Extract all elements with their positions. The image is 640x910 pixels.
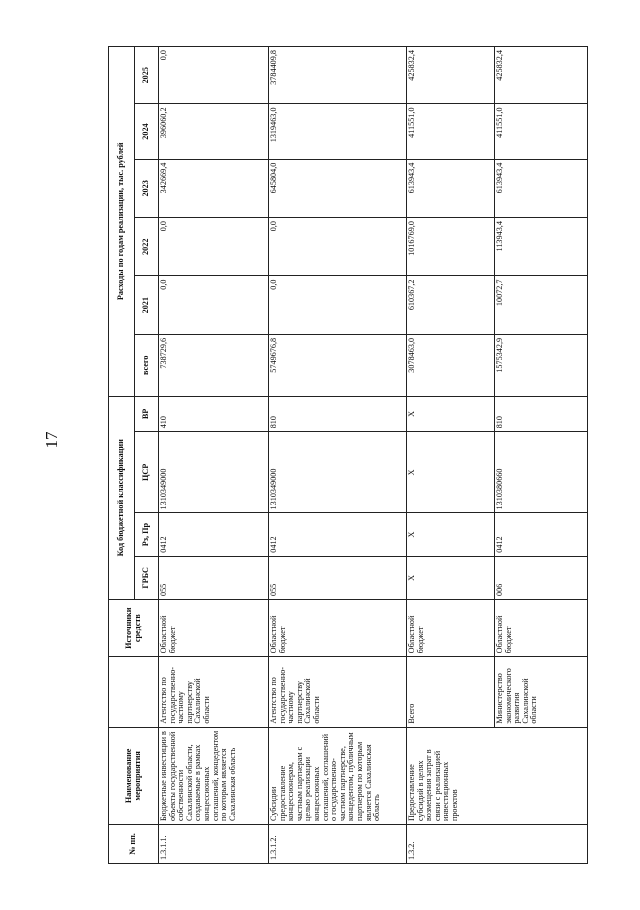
header-2025: 2025 xyxy=(135,47,159,104)
row-rzpr: 0412 xyxy=(159,513,269,556)
row-2022: 0,0 xyxy=(159,218,269,276)
row-2021: 0,0 xyxy=(159,276,269,334)
row-source: Областной бюджет xyxy=(407,600,495,657)
row-vr: 810 xyxy=(269,396,407,432)
header-budget-code: Код бюджетной классификации xyxy=(109,396,135,599)
row-rzpr: Х xyxy=(407,513,495,556)
row-2023: 645804,0 xyxy=(269,159,407,217)
row-name: Субсидии предоставление концессионерам, частным партнерам с целью реализации концессионных соглашений, соглашений о государственно-частном партнерстве, концедентом, публичным партнером по которым является Сахалинская область xyxy=(269,727,407,824)
row-2024: 396060,2 xyxy=(159,104,269,159)
budget-table-sheet xyxy=(108,46,587,864)
row-2025: 0,0 xyxy=(159,47,269,104)
row-executor: Агентство по государственно-частному партнерству Сахалинской области xyxy=(159,657,269,727)
row-name: Бюджетные инвестиции в объекты государственной собственности Сахалинской области, создаваемые в рамках концессионных соглашений, концедентом по которым является Сахалинская область xyxy=(159,727,269,824)
header-rzpr: Рз, Пр xyxy=(135,513,159,556)
table-row xyxy=(269,47,407,864)
header-vr: ВР xyxy=(135,396,159,432)
row-2024: 411551,0 xyxy=(407,104,495,159)
row-2025: 3784409,8 xyxy=(269,47,407,104)
row-rzpr: 0412 xyxy=(495,513,588,556)
header-row-1 xyxy=(109,47,135,864)
row-2025: 425832,4 xyxy=(495,47,588,104)
row-no: 1.3.1.1. xyxy=(159,825,269,864)
row-grbs: 055 xyxy=(269,556,407,599)
row-rzpr: 0412 xyxy=(269,513,407,556)
row-total: 3078463,0 xyxy=(407,334,495,396)
row-no: 1.3.2. xyxy=(407,825,588,864)
row-2021: 0,0 xyxy=(269,276,407,334)
header-csr: ЦСР xyxy=(135,432,159,513)
row-grbs: Х xyxy=(407,556,495,599)
row-2023: 613943,4 xyxy=(495,159,588,217)
row-csr: 1310380660 xyxy=(495,432,588,513)
row-2023: 613943,4 xyxy=(407,159,495,217)
row-executor: Агентство по государственно-частному партнерству Сахалинской области xyxy=(269,657,407,727)
row-2023: 342669,4 xyxy=(159,159,269,217)
header-grbs: ГРБС xyxy=(135,556,159,599)
header-2022: 2022 xyxy=(135,218,159,276)
header-no: № пп. xyxy=(109,825,159,864)
row-2022: 113943,4 xyxy=(495,218,588,276)
row-total: 738729,6 xyxy=(159,334,269,396)
row-grbs: 055 xyxy=(159,556,269,599)
page-number: 17 xyxy=(42,431,61,449)
row-grbs: 006 xyxy=(495,556,588,599)
table-row xyxy=(407,47,495,864)
header-2023: 2023 xyxy=(135,159,159,217)
row-2022: 0,0 xyxy=(269,218,407,276)
row-2024: 411551,0 xyxy=(495,104,588,159)
header-name: Наименование мероприятия xyxy=(109,727,159,824)
header-source: Источники средств xyxy=(109,600,159,657)
header-2024: 2024 xyxy=(135,104,159,159)
row-executor: Всего xyxy=(407,657,495,727)
row-total: 1575342,9 xyxy=(495,334,588,396)
row-executor: Министерство экономического развития Сахалинской области xyxy=(495,657,588,727)
budget-table xyxy=(108,46,588,864)
row-2024: 1319463,0 xyxy=(269,104,407,159)
row-source: Областной бюджет xyxy=(159,600,269,657)
row-csr: 1310349000 xyxy=(269,432,407,513)
row-csr: 1310349000 xyxy=(159,432,269,513)
header-2021: 2021 xyxy=(135,276,159,334)
row-vr: 810 xyxy=(495,396,588,432)
row-no: 1.3.1.2. xyxy=(269,825,407,864)
row-2021: 610367,2 xyxy=(407,276,495,334)
row-csr: Х xyxy=(407,432,495,513)
row-source: Областной бюджет xyxy=(269,600,407,657)
row-source: Областной бюджет xyxy=(495,600,588,657)
row-vr: 410 xyxy=(159,396,269,432)
header-total: всего xyxy=(135,334,159,396)
row-2021: 10072,7 xyxy=(495,276,588,334)
row-name: Предоставление субсидий в целях возмещения затрат в связи с реализацией инвестиционных проектов xyxy=(407,727,588,824)
table-row xyxy=(159,47,269,864)
row-2025: 425832,4 xyxy=(407,47,495,104)
row-2022: 1016769,0 xyxy=(407,218,495,276)
row-total: 5749676,8 xyxy=(269,334,407,396)
header-executor xyxy=(109,657,159,727)
header-expenses: Расходы по годам реализации, тыс. рублей xyxy=(109,47,135,397)
row-vr: Х xyxy=(407,396,495,432)
